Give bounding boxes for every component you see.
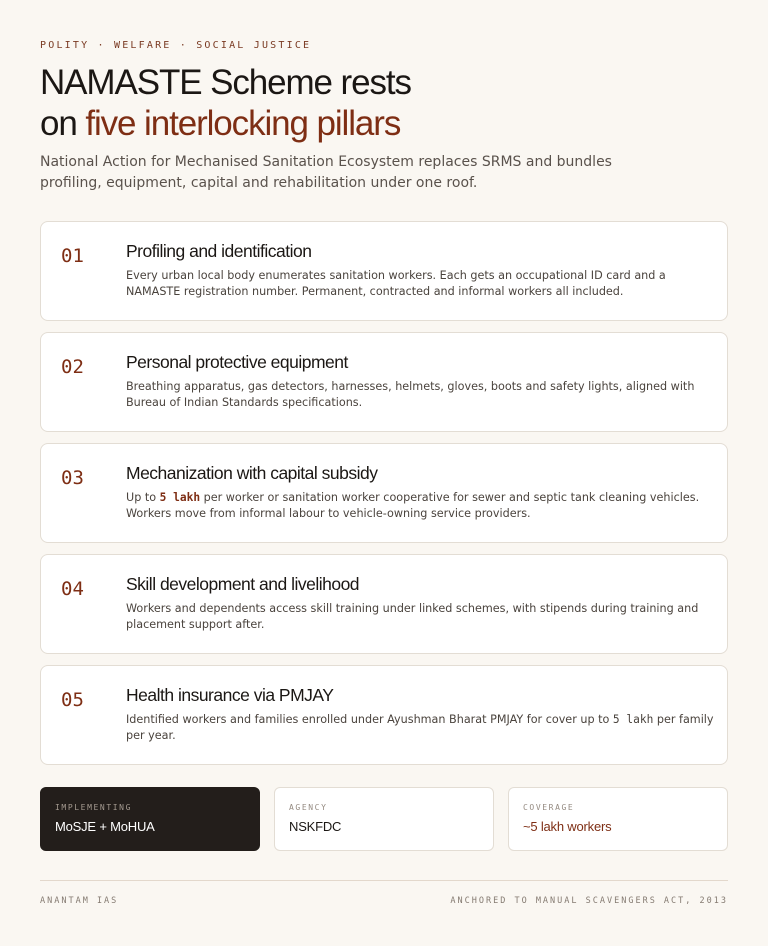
pillar-card-mechanization (40, 443, 728, 543)
pillar-title: Profiling and identification (126, 241, 312, 261)
pillar-description: Breathing apparatus, gas detectors, harnesses, helmets, gloves, boots and safety lights, aligned with Bureau of Indian Standards specifications. (126, 380, 695, 409)
desc-prefix: Up to (126, 491, 160, 504)
stat-label: IMPLEMENTING (55, 803, 132, 812)
subsidy-amount: 5 lakh (159, 491, 201, 504)
footer-brand: ANANTAM IAS (40, 896, 119, 906)
pillar-number: 05 (61, 689, 84, 711)
footer-divider (40, 880, 728, 881)
title-line-2-prefix: on (40, 104, 86, 143)
pillar-title: Skill development and livelihood (126, 574, 360, 594)
pillar-title: Personal protective equipment (126, 352, 348, 372)
desc-suffix: per family per year. (126, 713, 714, 742)
pillar-number: 01 (61, 245, 84, 267)
stat-value: ~5 lakh workers (523, 819, 612, 834)
lede-paragraph: National Action for Mechanised Sanitation Ecosystem replaces SRMS and bundles profiling, equipment, capital and rehabilitation under one roof. (40, 154, 612, 191)
pillar-description (126, 712, 714, 744)
title-line-1: NAMASTE Scheme rests (40, 63, 411, 102)
stat-label: COVERAGE (523, 803, 575, 812)
pillar-number: 03 (61, 467, 84, 489)
pillar-title: Mechanization with capital subsidy (126, 463, 378, 483)
pillar-number: 02 (61, 356, 84, 378)
pillar-description: Every urban local body enumerates sanitation workers. Each gets an occupational ID card and a NAMASTE registration number. Permanent, contracted and informal workers all included. (126, 269, 666, 298)
kicker-tags: POLITY · WELFARE · SOCIAL JUSTICE (40, 40, 312, 51)
pillar-description (126, 490, 714, 522)
stat-implementing (40, 787, 260, 851)
cover-amount: 5 lakh (612, 713, 654, 726)
stat-coverage (508, 787, 728, 851)
desc-suffix: per worker or sanitation worker cooperative for sewer and septic tank cleaning vehicles. Workers move from informal labour to vehicle-owning service providers. (126, 491, 700, 520)
pillar-card-profiling (40, 221, 728, 321)
footer-note: ANCHORED TO MANUAL SCAVENGERS ACT, 2013 (450, 896, 728, 906)
pillar-title: Health insurance via PMJAY (126, 685, 334, 705)
stat-label: AGENCY (289, 803, 328, 812)
page-title (40, 62, 411, 144)
pillar-card-ppe (40, 332, 728, 432)
stats-row (40, 787, 728, 851)
stat-agency (274, 787, 494, 851)
pillar-card-skills (40, 554, 728, 654)
stat-value: NSKFDC (289, 819, 342, 834)
pillar-description: Workers and dependents access skill training under linked schemes, with stipends during training and placement support after. (126, 602, 699, 631)
pillar-list (40, 221, 728, 776)
pillar-card-health (40, 665, 728, 765)
pillar-number: 04 (61, 578, 84, 600)
title-accent: five interlocking pillars (85, 104, 401, 143)
stat-value: MoSJE + MoHUA (55, 819, 155, 834)
desc-prefix: Identified workers and families enrolled under Ayushman Bharat PMJAY for cover up to (126, 713, 613, 726)
